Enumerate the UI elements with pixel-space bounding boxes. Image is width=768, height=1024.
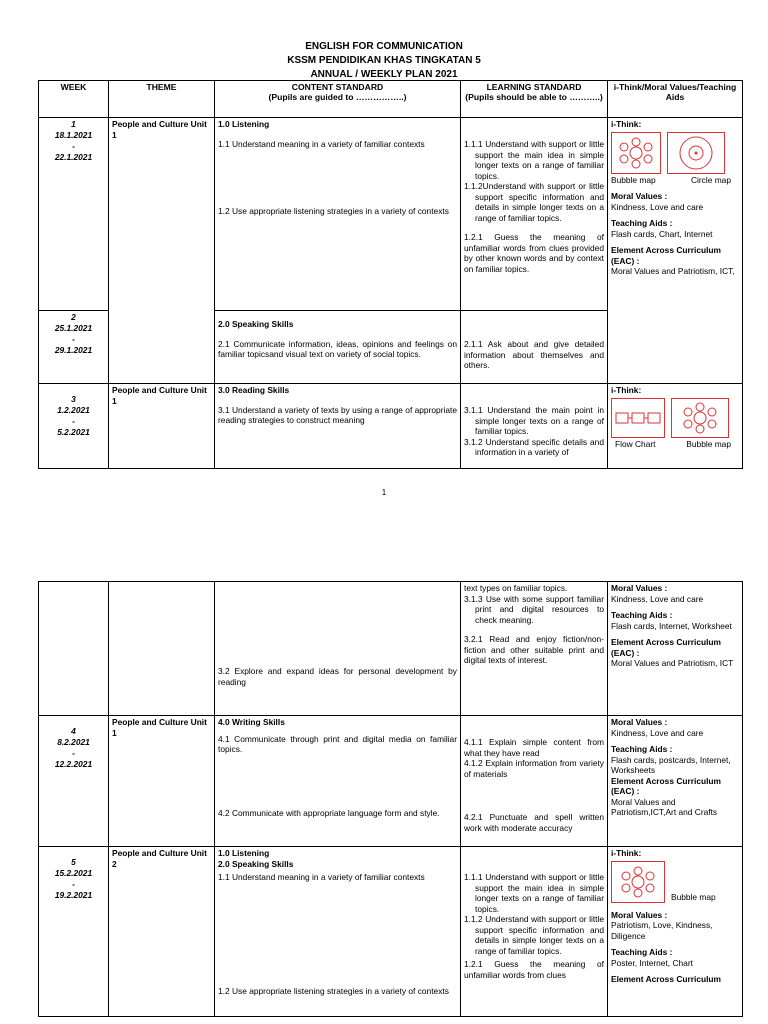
learning-cell: 2.1.1 Ask about and give detailed information about themselves and others. <box>461 311 608 384</box>
content-cell: 1.0 Listening 2.0 Speaking Skills 1.1 Understand meaning in a variety of familiar contexts 1.2 Use appropriate listening strategies in a variety of contexts <box>215 847 461 1017</box>
content-cell: 4.0 Writing Skills 4.1 Communicate through print and digital media on familiar topics. 4.2 Communicate with appropriate language form and style. <box>215 716 461 847</box>
theme-cell: People and Culture Unit 1 <box>109 384 215 469</box>
content-cell: 2.0 Speaking Skills 2.1 Communicate information, ideas, opinions and feelings on familiar topicsand visual text on variety of social topics. <box>215 311 461 384</box>
doc-plan-title: ANNUAL / WEEKLY PLAN 2021 <box>310 69 458 80</box>
learning-cell: 4.1.1 Explain simple content from what they have read 4.1.2 Explain information from variety of materials 4.2.1 Punctuate and spell written work with moderate accuracy <box>461 716 608 847</box>
week-cell: 4 8.2.2021 - 12.2.2021 <box>39 716 109 847</box>
learning-cell: text types on familiar topics. 3.1.3 Use with some support familiar print and digital resources to check meaning. 3.2.1 Read and enjoy fiction/non-fiction and other suitable print and digital texts of interest. <box>461 582 608 716</box>
bubble-map-icon <box>611 861 665 903</box>
aids-cell: Moral Values : Kindness, Love and care Teaching Aids : Flash cards, postcards, Internet, Worksheets Element Across Curriculum (EAC) : Moral Values and Patriotism,ICT,Art and Crafts <box>608 716 743 847</box>
table-row <box>39 582 743 716</box>
week-cell: 3 1.2.2021 - 5.2.2021 <box>39 384 109 469</box>
content-cell: 3.0 Reading Skills 3.1 Understand a variety of texts by using a range of appropriate reading strategies to construct meaning <box>215 384 461 469</box>
theme-cell: People and Culture Unit 1 <box>109 716 215 847</box>
col-learning-standard: LEARNING STANDARD (Pupils should be able to ………..) <box>461 81 608 118</box>
plan-table-page1 <box>38 80 743 469</box>
table-row <box>39 118 743 311</box>
theme-cell: People and Culture Unit 1 <box>109 118 215 384</box>
week-cell: 1 18.1.2021 - 22.1.2021 <box>39 118 109 311</box>
col-theme: THEME <box>109 81 215 118</box>
week-cell: 5 15.2.2021 - 19.2.2021 <box>39 847 109 1017</box>
flow-chart-icon <box>611 398 665 438</box>
circle-map-icon <box>667 132 725 174</box>
aids-cell: Moral Values : Kindness, Love and care Teaching Aids : Flash cards, Internet, Worksheet Element Across Curriculum (EAC) : Moral Values and Patriotism, ICT <box>608 582 743 716</box>
theme-cell: People and Culture Unit 2 <box>109 847 215 1017</box>
table-row <box>39 847 743 1017</box>
learning-cell: 3.1.1 Understand the main point in simple longer texts on a range of familiar topics. 3.1.2 Understand specific details and information in a variety of <box>461 384 608 469</box>
theme-cell <box>109 582 215 716</box>
content-cell: 3.2 Explore and expand ideas for personal development by reading <box>215 582 461 716</box>
col-content-standard: CONTENT STANDARD (Pupils are guided to ……………..) <box>215 81 461 118</box>
aids-cell: i-Think: Flow Chart Bubble map <box>608 384 743 469</box>
aids-cell: i-Think: Bubble map Circle map Moral Values : Kindness, Love and care Teaching Aids : Flash cards, Chart, Internet Element Across Curriculum (EAC) : Moral Values and Patriotism, ICT, <box>608 118 743 384</box>
learning-cell: 1.1.1 Understand with support or little support the main idea in simple longer texts on a range of familiar topics. 1.1.2Understand with support or little support specific information and details in simple longer texts on a range of familiar topics. 1.2.1 Guess the meaning of unfamiliar words from clues provided by other known words and by context on familiar topics. <box>461 118 608 311</box>
week-cell <box>39 582 109 716</box>
table-row <box>39 716 743 847</box>
learning-cell: 1.1.1 Understand with support or little support the main idea in simple longer texts on a range of familiar topics. 1.1.2 Understand with support or little support specific information and details in simple longer texts on a range of familiar topics. 1.2.1 Guess the meaning of unfamiliar words from clues <box>461 847 608 1017</box>
plan-table-page2 <box>38 581 743 1017</box>
page-number: 1 <box>381 488 387 497</box>
doc-subtitle: KSSM PENDIDIKAN KHAS TINGKATAN 5 <box>287 55 481 66</box>
bubble-map-icon <box>671 398 729 438</box>
table-row <box>39 384 743 469</box>
header-row <box>39 81 743 118</box>
col-week: WEEK <box>39 81 109 118</box>
aids-cell: i-Think: Bubble map Moral Values : Patriotism, Love, Kindness, Diligence Teaching Aids : Poster, Internet, Chart Element Across Curriculum <box>608 847 743 1017</box>
col-aids: i-Think/Moral Values/Teaching Aids <box>608 81 743 118</box>
content-cell: 1.0 Listening 1.1 Understand meaning in a variety of familiar contexts 1.2 Use appropriate listening strategies in a variety of contexts <box>215 118 461 311</box>
week-cell: 2 25.1.2021 - 29.1.2021 <box>39 311 109 384</box>
doc-title: ENGLISH FOR COMMUNICATION <box>305 41 463 52</box>
bubble-map-icon <box>611 132 661 174</box>
